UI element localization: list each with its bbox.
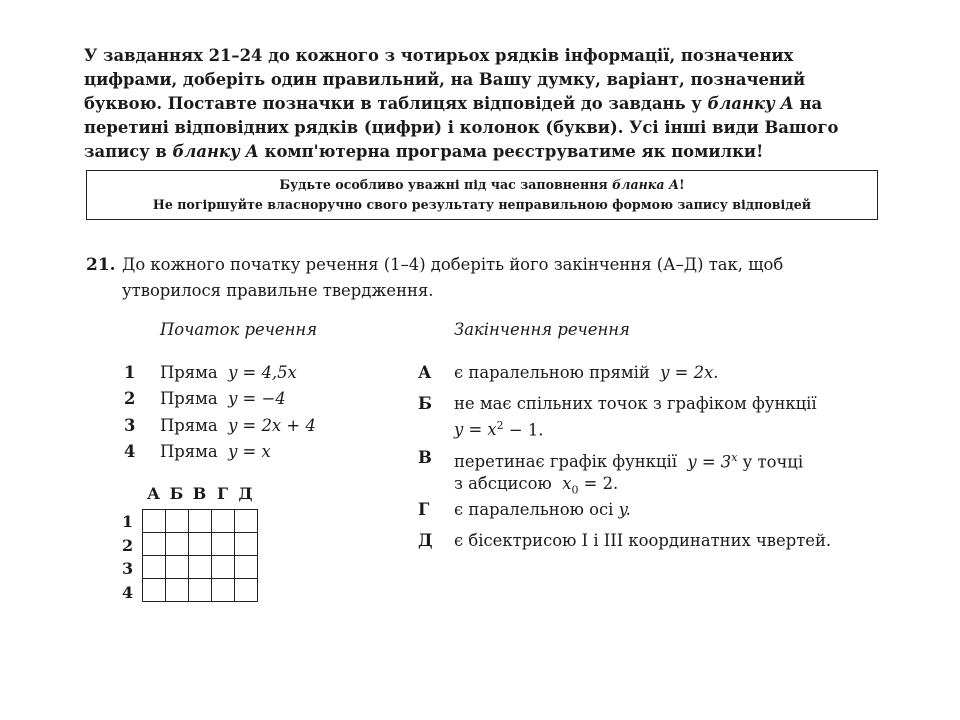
item-formula: y = x [454, 420, 497, 440]
item-formula: y = 2x + 4 [228, 416, 316, 435]
instructions-line: цифрами, доберіть один правильний, на Вашу думку, варіант, позначений [84, 70, 806, 89]
item-formula: − 1. [503, 420, 544, 440]
grid-column-label: Д [238, 484, 253, 503]
grid-row [143, 533, 258, 556]
warning-text: Будьте особливо уважні під час заповнення [279, 177, 608, 192]
answer-cell[interactable] [235, 556, 258, 579]
item-label: Д [418, 531, 433, 550]
sentence-start-4 [124, 441, 271, 463]
start-column-header: Початок речення [160, 320, 318, 339]
item-label: 4 [124, 442, 136, 461]
form-a-reference: бланка А [612, 177, 680, 192]
answer-cell[interactable] [212, 510, 235, 533]
warning-text: ! [679, 177, 685, 192]
item-exponent: x [731, 451, 738, 464]
grid-row [143, 579, 258, 602]
sentence-end-v [418, 447, 803, 502]
item-formula: y. [618, 500, 631, 519]
sentence-start-3 [124, 415, 316, 437]
item-formula: x [562, 474, 572, 494]
form-a-reference: бланку А [707, 94, 794, 113]
warning-box [86, 170, 878, 220]
sentence-end-d [418, 530, 831, 552]
grid-column-label: Б [169, 484, 184, 503]
answer-grid-row-labels [122, 510, 133, 604]
instructions-line: запису в [84, 142, 167, 161]
instructions-line: буквою. Поставте позначки в таблицях відповідей до завдань у [84, 94, 702, 113]
answer-cell[interactable] [166, 510, 189, 533]
item-text: є паралельною осі [454, 500, 614, 519]
item-label: Б [418, 394, 433, 413]
answer-cell[interactable] [166, 579, 189, 602]
item-label: 1 [124, 363, 136, 382]
sentence-start-2 [124, 388, 286, 410]
item-label: 3 [124, 416, 136, 435]
grid-row-label: 4 [122, 582, 134, 602]
answer-cell[interactable] [189, 579, 212, 602]
answer-cell[interactable] [235, 533, 258, 556]
answer-grid-column-labels [142, 484, 262, 503]
item-text: перетинає графік функції [454, 452, 677, 472]
answer-cell[interactable] [166, 556, 189, 579]
item-text: не має спільних точок з графіком функції [454, 394, 817, 413]
instructions-paragraph [84, 44, 884, 164]
answer-cell[interactable] [143, 556, 166, 579]
item-subscript: 0 [571, 483, 579, 497]
grid-column-label: Г [216, 484, 229, 503]
question-line: утворилося правильне твердження. [122, 281, 434, 300]
answer-cell[interactable] [235, 579, 258, 602]
item-text: з абсцисою [454, 474, 552, 494]
item-label: В [418, 448, 432, 467]
item-word: Пряма [160, 442, 218, 461]
answer-cell[interactable] [143, 533, 166, 556]
grid-column-label: В [192, 484, 207, 503]
answer-grid [142, 509, 258, 602]
sentence-end-a [418, 362, 718, 384]
answer-cell[interactable] [212, 533, 235, 556]
item-label: 2 [124, 389, 136, 408]
answer-cell[interactable] [212, 579, 235, 602]
grid-row-label: 2 [122, 535, 134, 555]
grid-row [143, 510, 258, 533]
instructions-line: У завданнях 21–24 до кожного з чотирьох рядків інформації, позначених [84, 46, 794, 65]
question-number: 21. [86, 255, 116, 275]
sentence-end-g [418, 499, 631, 521]
item-formula: y = 2x. [660, 363, 719, 382]
instructions-line: перетині відповідних рядків (цифри) і колонок (букви). Усі інші види Вашого [84, 118, 839, 137]
item-text: у точці [742, 452, 804, 472]
item-label: Г [418, 500, 430, 519]
item-word: Пряма [160, 416, 218, 435]
instructions-line: на [799, 94, 823, 113]
answer-cell[interactable] [166, 533, 189, 556]
item-formula: y = 4,5x [228, 363, 297, 382]
answer-cell[interactable] [189, 556, 212, 579]
question-line: До кожного початку речення (1–4) доберіть його закінчення (А–Д) так, щоб [122, 255, 784, 274]
sentence-start-1 [124, 362, 297, 384]
item-formula: = 2. [578, 474, 619, 494]
item-label: А [418, 363, 432, 382]
form-a-reference: бланку А [172, 142, 259, 161]
item-word: Пряма [160, 363, 218, 382]
item-formula: y = 3 [687, 452, 732, 472]
answer-cell[interactable] [143, 510, 166, 533]
item-text: є паралельною прямій [454, 363, 650, 382]
grid-row [143, 556, 258, 579]
question-text [122, 252, 884, 304]
item-word: Пряма [160, 389, 218, 408]
answer-cell[interactable] [212, 556, 235, 579]
item-text: є бісектрисою I і III координатних чвертей. [454, 531, 832, 550]
answer-cell[interactable] [235, 510, 258, 533]
grid-row-label: 3 [122, 559, 134, 578]
answer-cell[interactable] [189, 510, 212, 533]
grid-column-label: А [146, 484, 161, 503]
instructions-line: комп'ютерна програма реєструватиме як помилки! [264, 142, 764, 161]
answer-cell[interactable] [189, 533, 212, 556]
warning-text: Не погіршуйте власноручно свого результату неправильною формою запису відповідей [152, 197, 812, 212]
answer-cell[interactable] [143, 579, 166, 602]
sentence-end-b [418, 393, 817, 441]
grid-row-label: 1 [122, 512, 134, 531]
item-formula: y = x [228, 442, 271, 461]
item-exponent: 2 [496, 419, 504, 432]
item-formula: y = −4 [228, 389, 286, 408]
end-column-header: Закінчення речення [454, 320, 630, 339]
